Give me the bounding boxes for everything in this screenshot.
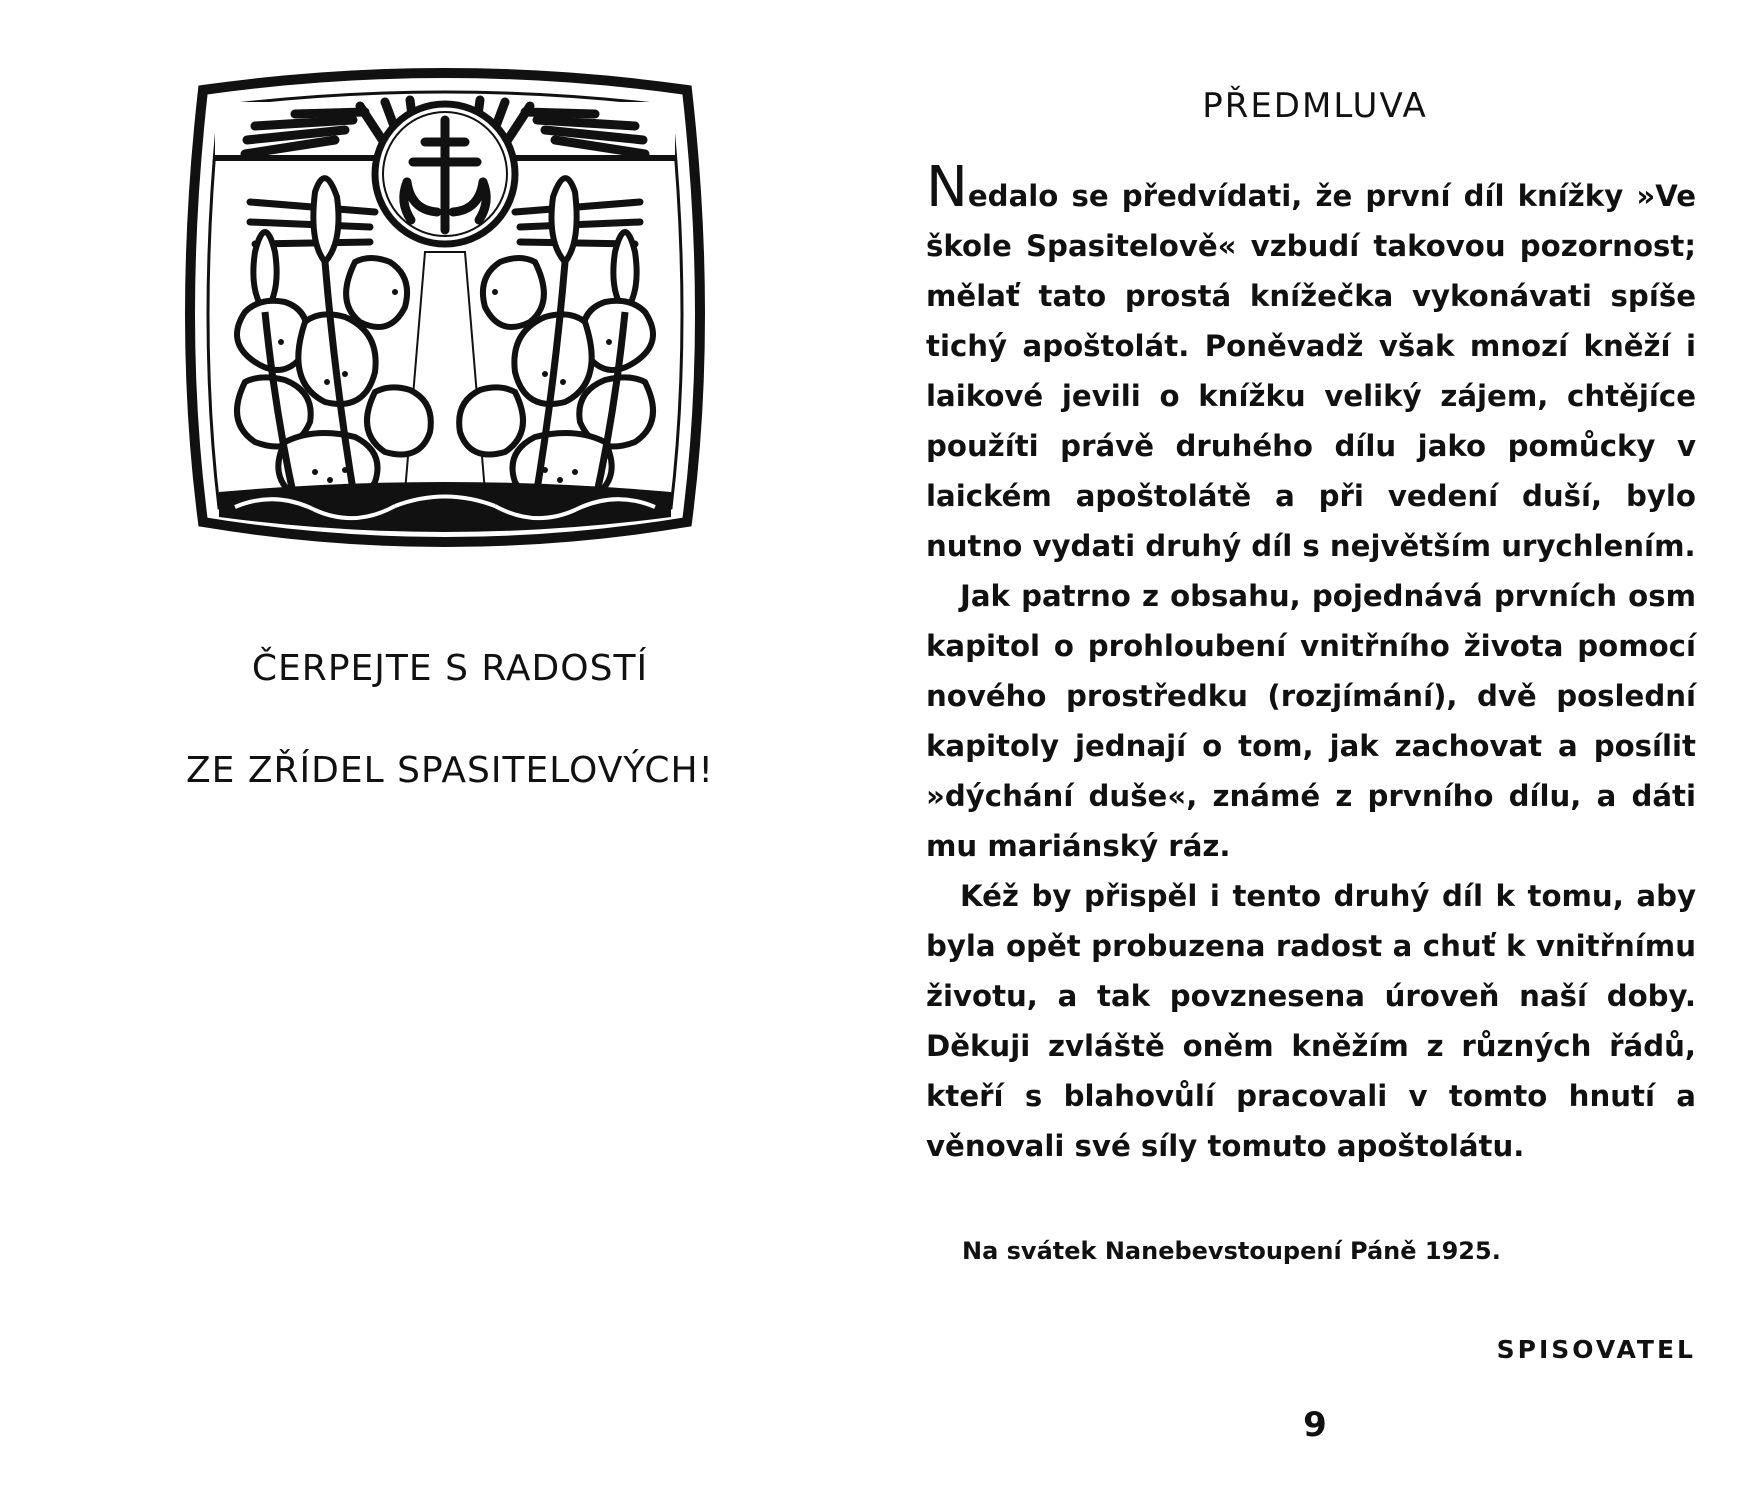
chi-rho-cross-with-irises-emblem-icon	[185, 62, 705, 582]
paragraph-1	[926, 155, 1696, 571]
dateline: Na svátek Nanebevstoupení Páně 1925.	[962, 1237, 1501, 1265]
motto-line-1: ČERPEJTE S RADOSTÍ	[251, 648, 649, 689]
paragraph-2: Jak patrno z obsahu, pojednává prvních osm kapitol o prohloubení vnitřního života pomocí nového prostředku (rozjímání), dvě poslední kapitoly jednají o tom, jak zachovat a posílit »dýchání duše«, známé z prvního dílu, a dáti mu mariánský ráz.	[926, 579, 1696, 863]
paragraph-3: Kéž by přispěl i tento druhý díl k tomu, aby byla opět probuzena radost a chuť k vnitřnímu životu, a tak povznesena úroveň naší doby. Děkuji zvláště oněm kněžím z různých řádů, kteří s blahovůlí pracovali v tomto hnutí a věnovali své síly tomuto apoštolátu.	[926, 879, 1696, 1163]
motto-line-2: ZE ZŘÍDEL SPASITELOVÝCH!	[186, 750, 714, 791]
paragraph-1-text: edalo se předvídati, že první díl knížky »Ve škole Spasitelově« vzbudí takovou pozornost; mělať tato prostá knížečka vykonávati spíše tichý apoštolát. Poněvadž však mnozí kněží i laikové jevili o knížku veliký zájem, chtějíce použíti právě druhého dílu jako pomůcky v laickém apoštolátě a při vedení duší, bylo nutno vydati druhý díl s největším urychlením.	[926, 179, 1696, 563]
right-page	[920, 0, 1710, 1500]
page-title: PŘEDMLUVA	[1202, 86, 1428, 126]
drop-cap: N	[926, 155, 968, 220]
preface-body	[926, 155, 1696, 1171]
page-number: 9	[1303, 1405, 1327, 1445]
author-signature: SPISOVATEL	[1496, 1335, 1696, 1364]
